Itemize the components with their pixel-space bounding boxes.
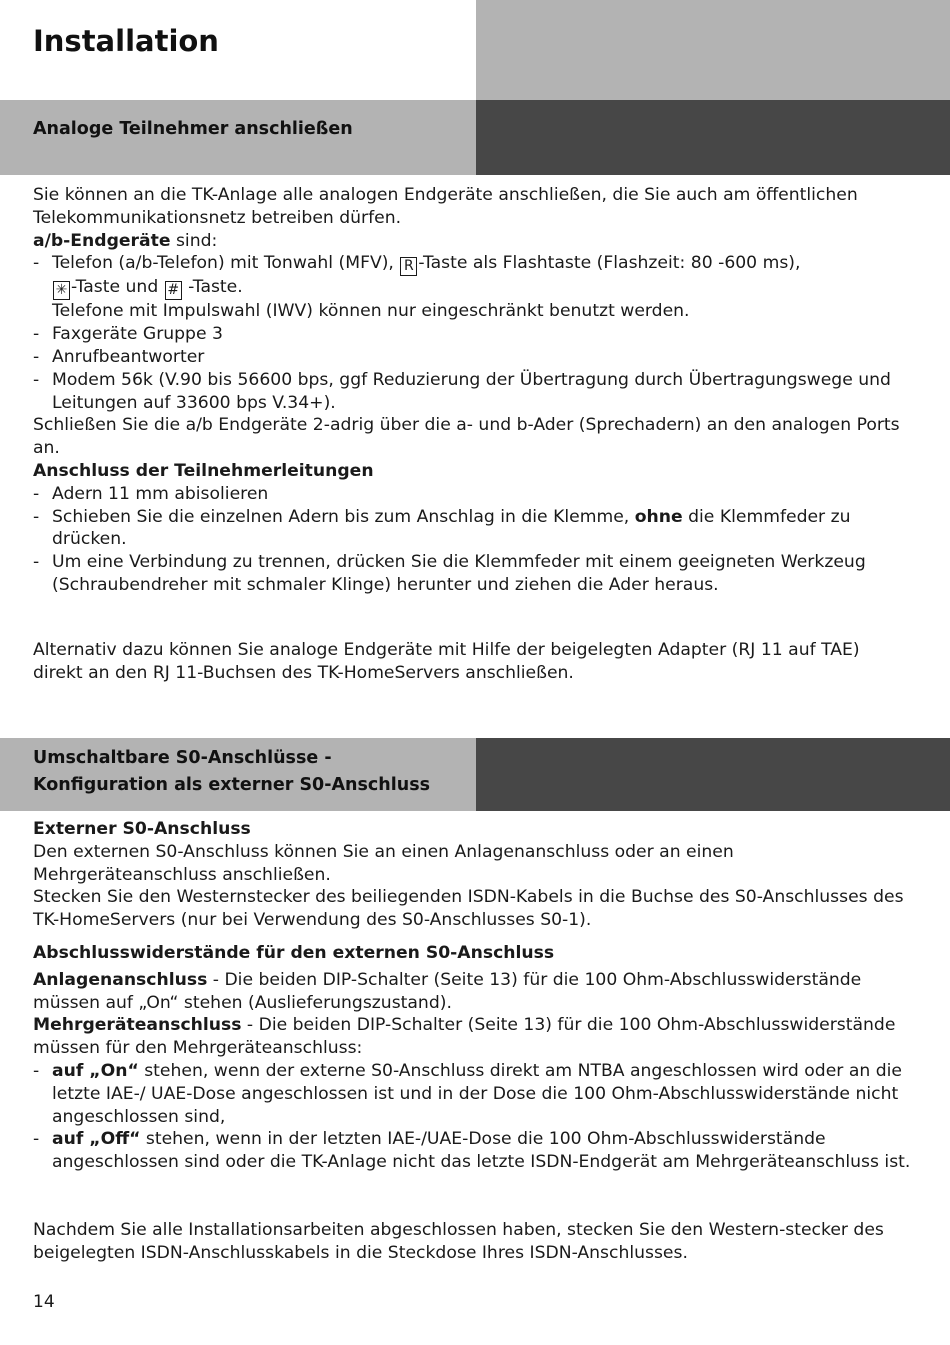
mehrgeraete-label: Mehrgeräteanschluss <box>33 1015 242 1036</box>
spacer <box>33 932 913 942</box>
answering-machine-text: Anrufbeantworter <box>52 346 205 367</box>
list-item-telephone <box>33 252 913 323</box>
list-dash: - <box>33 324 40 345</box>
list-dash: - <box>33 552 40 573</box>
on-text: stehen, wenn der externe S0-Anschluss direkt am NTBA angeschlossen wird oder an die letzte IAE-/ UAE-Dose angeschlossen ist und in der Dose die 100 Ohm-Abschlusswiderstände nicht angeschlossen sind, <box>52 1060 902 1127</box>
list-item-insert <box>33 506 913 552</box>
fax-text: Faxgeräte Gruppe 3 <box>52 324 223 345</box>
list-dash: - <box>33 346 40 367</box>
band-dark-panel <box>476 100 950 175</box>
list-item-disconnect <box>33 551 913 597</box>
final-paragraph: Nachdem Sie alle Installationsarbeiten abgeschlossen haben, stecken Sie den Western-stecker des beigelegten ISDN-Anschlusskabels in die Steckdose Ihres ISDN-Anschlusses. <box>33 1220 884 1263</box>
disconnect-text: Um eine Verbindung zu trennen, drücken Sie die Klemmfeder mit einem geeigneten Werkzeug (Schraubendreher mit schmaler Klinge) herunter und ziehen die Ader heraus. <box>52 552 866 595</box>
list-dash: - <box>33 506 40 527</box>
off-text: stehen, wenn in der letzten IAE-/UAE-Dose die 100 Ohm-Abschlusswiderstände angeschlossen sind oder die TK-Anlage nicht das letzte ISDN-Endgerät am Mehrgeräteanschluss ist. <box>52 1129 911 1173</box>
insert-text-b: die Klemmfeder zu drücken. <box>52 506 851 550</box>
section-title-s0-line2: Konfiguration als externer S0-Anschluss <box>33 775 431 795</box>
list-item-answering-machine <box>33 346 913 369</box>
section-title-s0-line1: Umschaltbare S0-Anschlüsse - <box>33 748 332 768</box>
section-analog-body <box>33 184 913 597</box>
list-item-fax <box>33 323 913 346</box>
star-key-icon: ✳ <box>53 281 70 300</box>
external-s0-paragraph-1: Den externen S0-Anschluss können Sie an einen Anlagenanschluss oder an einen Mehrgeräteanschluss anschließen. <box>33 841 734 885</box>
list-dash: - <box>33 483 40 504</box>
page-number: 14 <box>33 1292 55 1312</box>
mehrgeraete-paragraph <box>33 1014 913 1060</box>
intro-paragraph: Sie können an die TK-Anlage alle analogen Endgeräte anschließen, die Sie auch am öffentlichen Telekommunikationsnetz betreiben dürfen. <box>33 185 858 228</box>
on-label: auf „On“ <box>52 1060 139 1081</box>
anlagen-label: Anlagenanschluss <box>33 969 208 990</box>
alternative-paragraph: Alternativ dazu können Sie analoge Endgeräte mit Hilfe der beigelegten Adapter (RJ 11 auf TAE) direkt an den RJ 11-Buchsen des TK-HomeServers anschließen. <box>33 640 860 683</box>
telephone-text-d: -Taste. <box>182 277 243 298</box>
section-title-analog: Analoge Teilnehmer anschließen <box>33 119 353 139</box>
ab-devices-suffix: sind: <box>170 230 218 251</box>
header-gray-panel <box>476 0 950 100</box>
external-s0-heading: Externer S0-Anschluss <box>33 819 251 839</box>
lines-heading: Anschluss der Teilnehmerleitungen <box>33 460 374 481</box>
list-dash: - <box>33 1060 40 1081</box>
external-s0-paragraph-2: Stecken Sie den Westernstecker des beiliegenden ISDN-Kabels in die Buchse des S0-Anschlusses des TK-HomeServers (nur bei Verwendung des S0-Anschlusses S0-1). <box>33 887 904 931</box>
section-header-band <box>0 738 950 811</box>
modem-text: Modem 56k (V.90 bis 56600 bps, ggf Reduzierung der Übertragung durch Übertragungswege und Leitungen auf 33600 bps V.34+). <box>52 369 891 413</box>
off-label: auf „Off“ <box>52 1129 141 1150</box>
list-item-strip <box>33 483 913 506</box>
list-item-on <box>33 1060 913 1128</box>
r-key-icon: R <box>400 257 417 276</box>
hash-key-icon: # <box>165 281 182 300</box>
section-header-band <box>0 100 950 175</box>
anlagen-text: - Die beiden DIP-Schalter (Seite 13) für die 100 Ohm-Abschlusswiderstände müssen auf „On“ stehen (Auslieferungszustand). <box>33 969 862 1013</box>
list-item-off <box>33 1128 913 1174</box>
list-dash: - <box>33 369 40 390</box>
list-dash: - <box>33 253 40 274</box>
final-paragraph-block <box>33 1219 913 1265</box>
telephone-text-a: Telefon (a/b-Telefon) mit Tonwahl (MFV), <box>52 253 400 274</box>
ab-devices-label: a/b-Endgeräte <box>33 230 171 251</box>
section-s0-body <box>33 818 913 1174</box>
termination-heading: Abschlusswiderstände für den externen S0-Anschluss <box>33 942 555 963</box>
list-dash: - <box>33 1129 40 1150</box>
connect-paragraph: Schließen Sie die a/b Endgeräte 2-adrig über die a- und b-Ader (Sprechadern) an den analogen Ports an. <box>33 415 900 459</box>
mehrgeraete-text: - Die beiden DIP-Schalter (Seite 13) für die 100 Ohm-Abschlusswiderstände müssen für den Mehrgeräteanschluss: <box>33 1015 896 1059</box>
insert-text-bold: ohne <box>634 506 683 527</box>
page-title: Installation <box>33 24 219 58</box>
telephone-text-b: -Taste als Flashtaste (Flashzeit: 80 -600 ms), <box>418 253 801 274</box>
list-item-modem <box>33 369 913 415</box>
anlagen-paragraph <box>33 969 913 1015</box>
ab-devices-line <box>33 230 913 253</box>
insert-text-a: Schieben Sie die einzelnen Adern bis zum Anschlag in die Klemme, <box>52 506 635 527</box>
strip-text: Adern 11 mm abisolieren <box>52 483 269 504</box>
band-dark-panel <box>476 738 950 811</box>
alternative-paragraph-block <box>33 639 913 685</box>
section-title-s0 <box>33 745 430 799</box>
telephone-text-e: Telefone mit Impulswahl (IWV) können nur eingeschränkt benutzt werden. <box>52 301 690 322</box>
telephone-text-c: -Taste und <box>71 277 164 298</box>
